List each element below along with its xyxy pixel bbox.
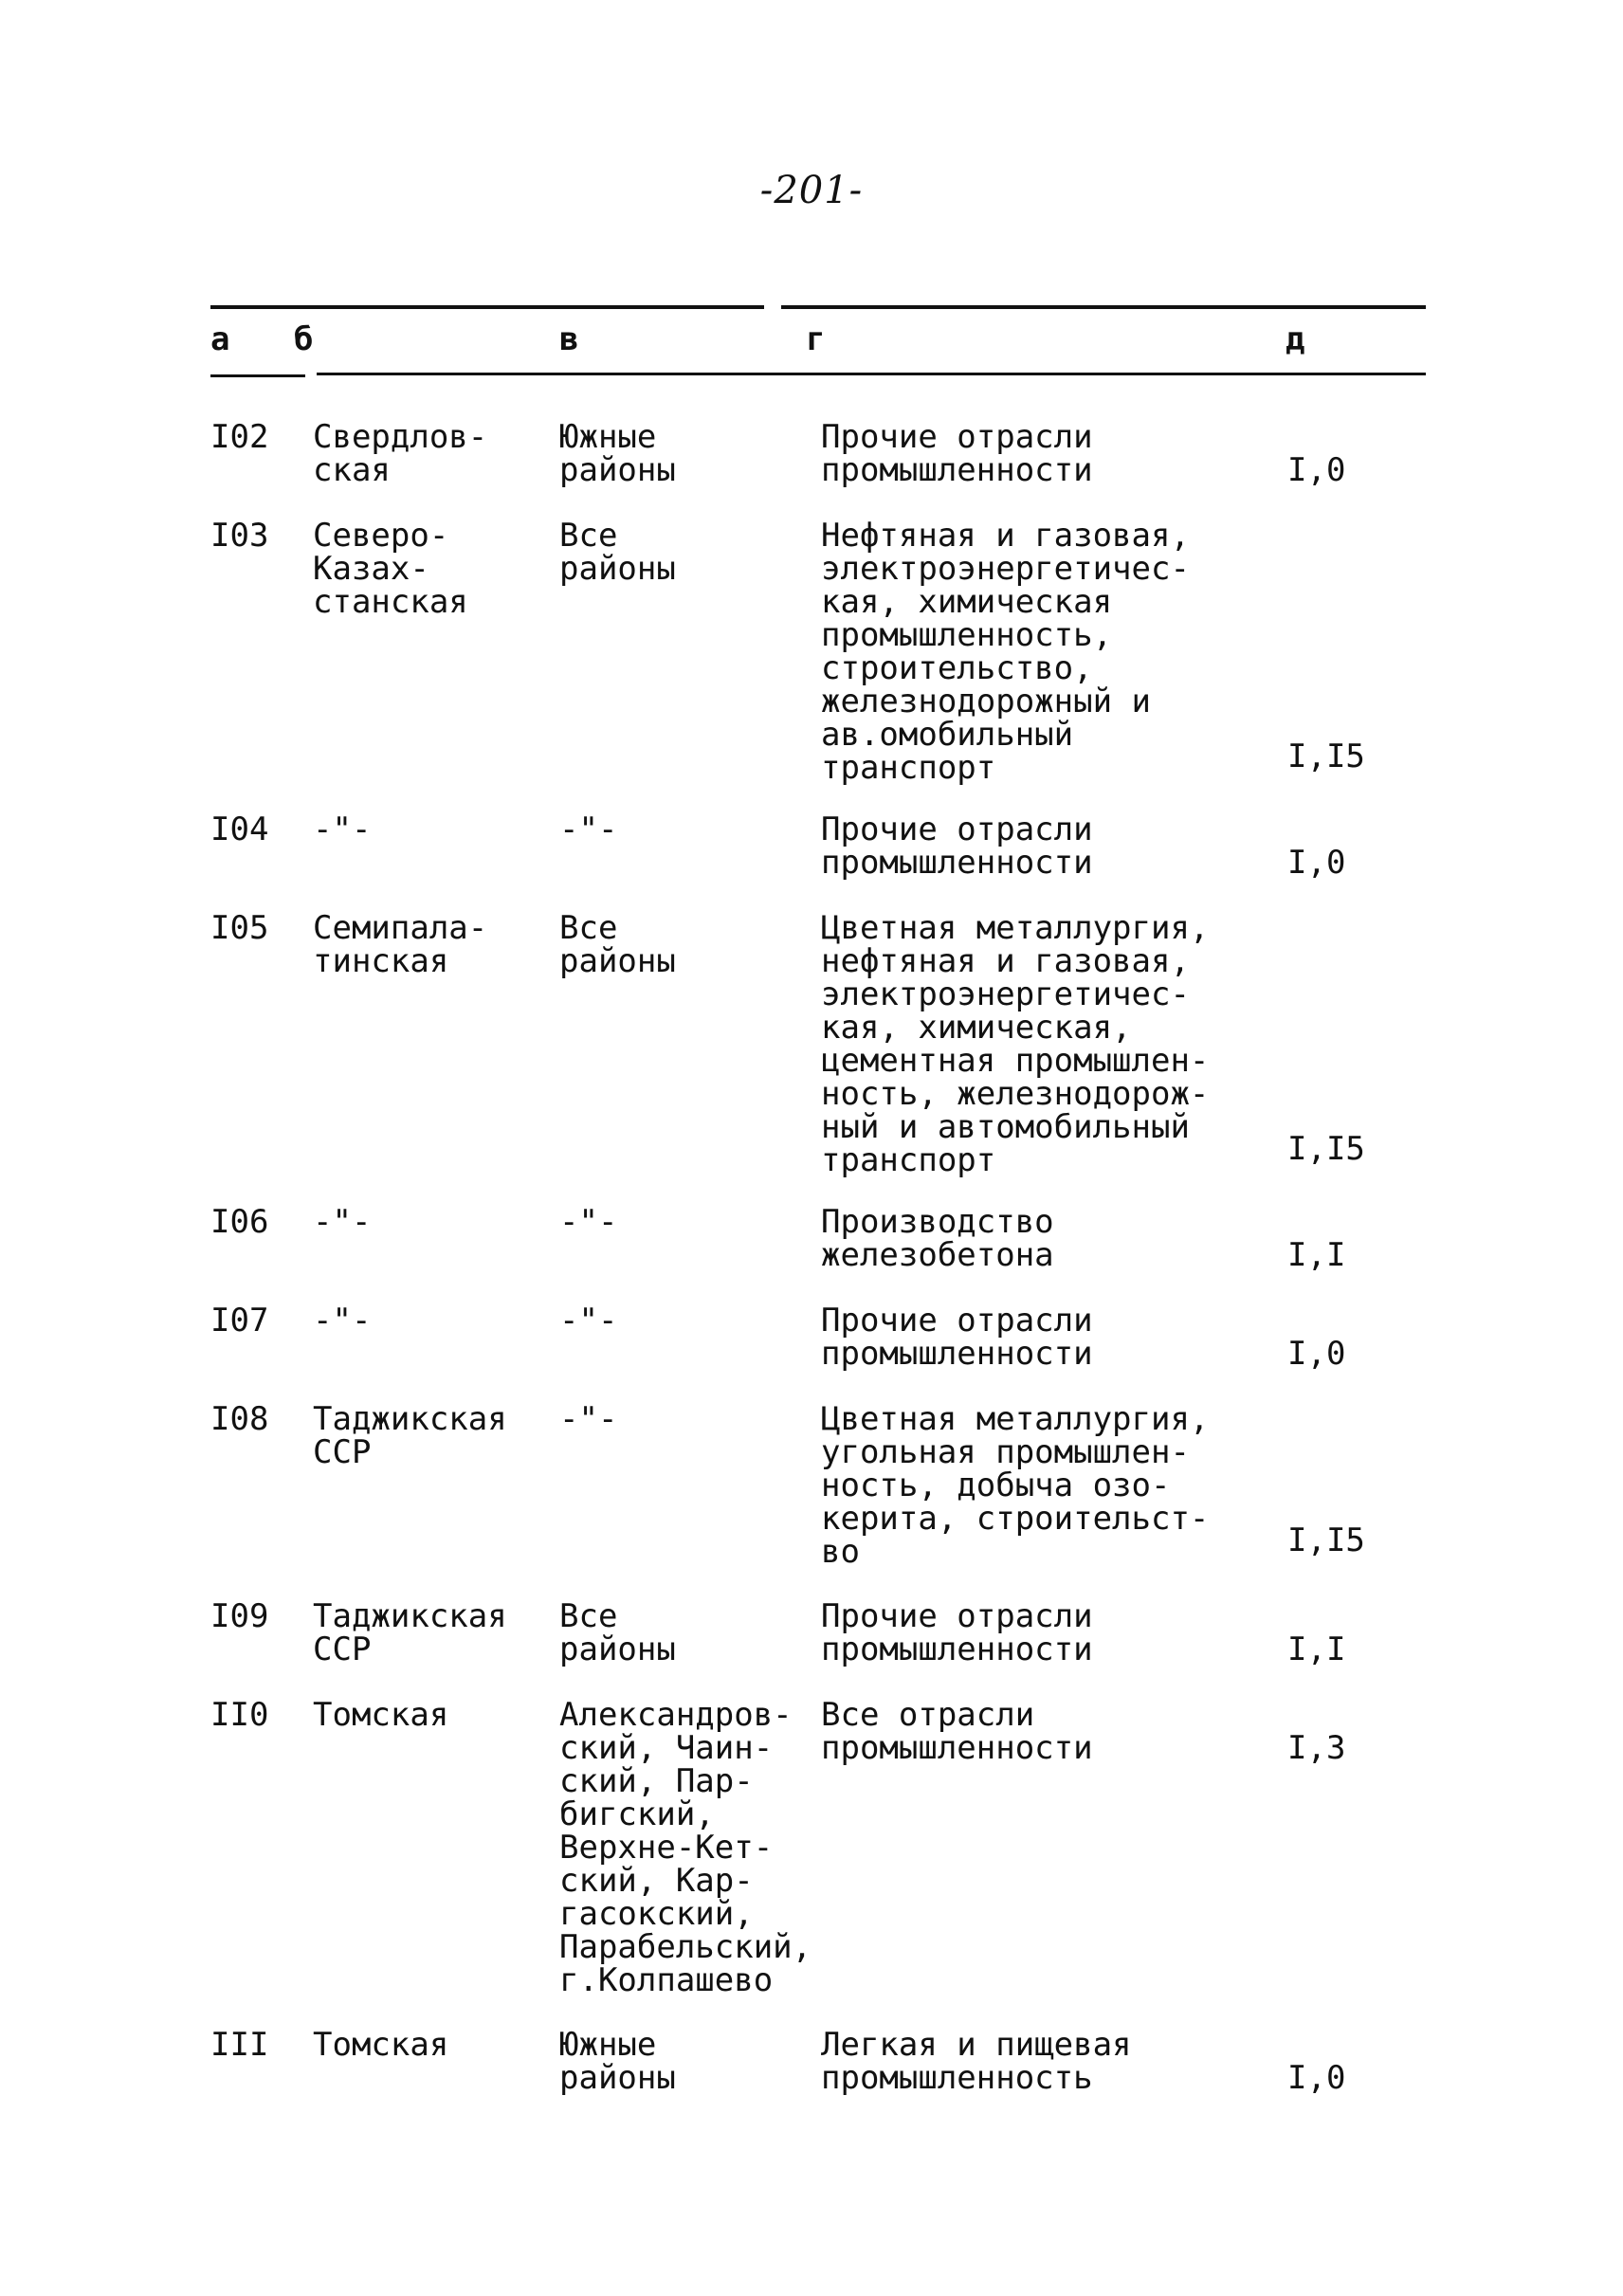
row-number: I05 xyxy=(210,909,269,947)
area-cell: Южные районы xyxy=(559,2026,676,2097)
industry-cell: Производство железобетона xyxy=(821,1203,1054,1274)
area-cell: Александров- ский, Чаин- ский, Пар- бигский, Верхне-Кет- ский, Кар- гасокский, Парабельский, г.Колпашево xyxy=(559,1696,812,1999)
region-cell: Таджикская ССР xyxy=(313,1597,507,1668)
region-cell: Томская xyxy=(313,2026,449,2064)
industry-cell: Цветная металлургия, угольная промышлен- ность, добыча озо- керита, строительст- во xyxy=(821,1400,1210,1571)
row-number: I07 xyxy=(210,1302,269,1339)
coefficient-cell: I,0 xyxy=(1287,451,1346,489)
row-number: I03 xyxy=(210,517,269,555)
row-number: I06 xyxy=(210,1203,269,1241)
area-cell: -"- xyxy=(559,1203,618,1241)
coefficient-cell: I,0 xyxy=(1287,844,1346,882)
area-cell: -"- xyxy=(559,1400,618,1438)
header-bottom-rule-right xyxy=(317,373,1426,375)
region-cell: -"- xyxy=(313,1302,372,1339)
region-cell: -"- xyxy=(313,1203,372,1241)
header-top-rule-right xyxy=(781,305,1426,309)
row-number: I02 xyxy=(210,418,269,456)
industry-cell: Цветная металлургия, нефтяная и газовая, электроэнергетичес- кая, химическая, цементная промышлен- ность, железнодорож- ный и автомобильный транспорт xyxy=(821,909,1210,1179)
coefficient-cell: I,0 xyxy=(1287,2059,1346,2097)
row-number: III xyxy=(210,2026,269,2064)
header-top-rule-left xyxy=(210,305,764,309)
coefficient-cell: I,0 xyxy=(1287,1335,1346,1373)
row-number: II0 xyxy=(210,1696,269,1734)
row-number: I09 xyxy=(210,1597,269,1635)
area-cell: Южные районы xyxy=(559,418,676,489)
area-cell: -"- xyxy=(559,811,618,848)
column-header-a: а xyxy=(210,320,230,358)
column-header-v: в xyxy=(559,320,579,358)
industry-cell: Прочие отрасли промышленности xyxy=(821,811,1093,882)
industry-cell: Все отрасли промышленности xyxy=(821,1696,1093,1767)
coefficient-cell: I,I5 xyxy=(1287,738,1365,775)
region-cell: Семипала- тинская xyxy=(313,909,488,980)
industry-cell: Нефтяная и газовая, электроэнергетичес- кая, химическая промышленность, строительство, железнодорожный и ав.омобильный транспорт xyxy=(821,517,1190,787)
column-header-g: г xyxy=(806,320,826,358)
column-header-d: д xyxy=(1286,320,1305,358)
page-number: -201- xyxy=(759,169,864,212)
header-bottom-rule-left xyxy=(210,374,305,377)
area-cell: Все районы xyxy=(559,909,676,980)
coefficient-cell: I,3 xyxy=(1287,1729,1346,1767)
column-header-b: б xyxy=(294,320,314,358)
coefficient-cell: I,I xyxy=(1287,1631,1346,1668)
row-number: I08 xyxy=(210,1400,269,1438)
area-cell: Все районы xyxy=(559,1597,676,1668)
industry-cell: Прочие отрасли промышленности xyxy=(821,1302,1093,1373)
area-cell: -"- xyxy=(559,1302,618,1339)
industry-cell: Прочие отрасли промышленности xyxy=(821,418,1093,489)
coefficient-cell: I,I5 xyxy=(1287,1130,1365,1168)
row-number: I04 xyxy=(210,811,269,848)
industry-cell: Легкая и пищевая промышленность xyxy=(821,2026,1132,2097)
region-cell: -"- xyxy=(313,811,372,848)
region-cell: Свердлов- ская xyxy=(313,418,488,489)
region-cell: Томская xyxy=(313,1696,449,1734)
area-cell: Все районы xyxy=(559,517,676,588)
region-cell: Таджикская ССР xyxy=(313,1400,507,1471)
industry-cell: Прочие отрасли промышленности xyxy=(821,1597,1093,1668)
coefficient-cell: I,I xyxy=(1287,1236,1346,1274)
region-cell: Северо- Казах- станская xyxy=(313,517,468,621)
coefficient-cell: I,I5 xyxy=(1287,1522,1365,1559)
